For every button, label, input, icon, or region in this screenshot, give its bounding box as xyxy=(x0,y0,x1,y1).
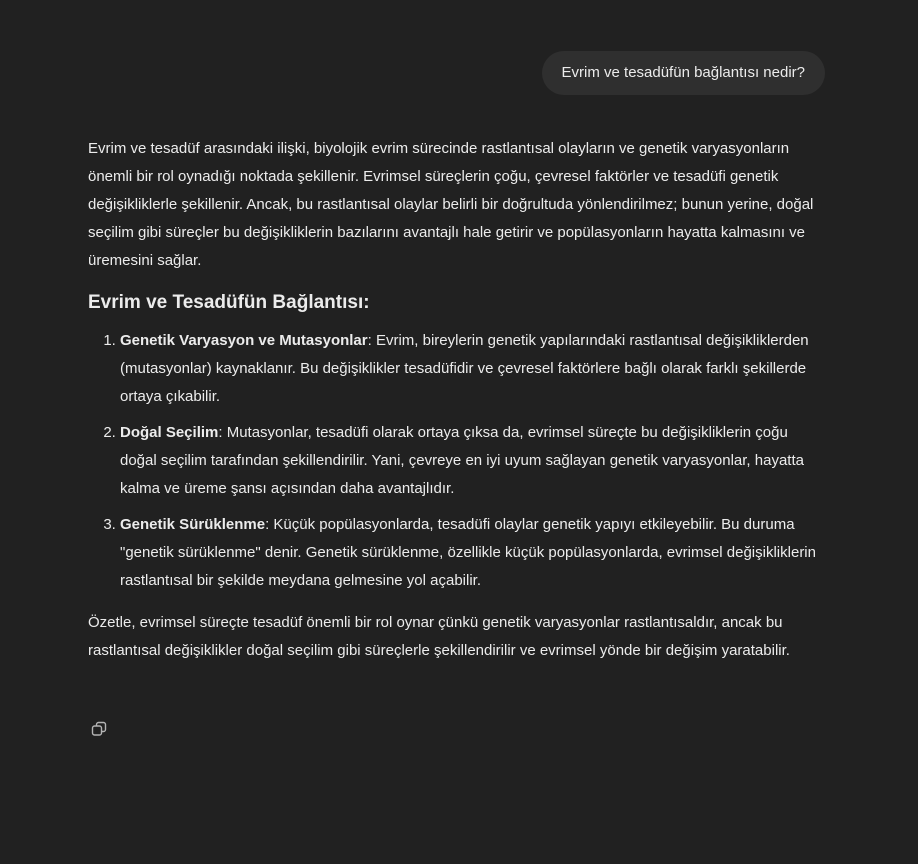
assistant-response xyxy=(88,135,828,679)
list-item xyxy=(120,419,828,503)
user-message-bubble: Evrim ve tesadüfün bağlantısı nedir? xyxy=(542,51,825,95)
item-text: : Evrim, bireylerin genetik yapılarındaki rastlantısal değişikliklerden (mutasyonlar) kaynaklanır. Bu değişiklikler tesadüfidir ve çevresel faktörlere bağlı olarak farklı şekillerde ortaya çıkabilir. xyxy=(120,332,809,405)
copy-icon[interactable] xyxy=(90,720,108,738)
conclusion-paragraph: Özetle, evrimsel süreçte tesadüf önemli bir rol oynar çünkü genetik varyasyonlar rastlantısaldır, ancak bu rastlantısal değişiklikler doğal seçilim gibi süreçlerle şekillendirilir ve evrimsel yönde bir değişim yaratabilir. xyxy=(88,614,790,659)
item-title: Genetik Sürüklenme xyxy=(120,516,266,533)
item-text: : Küçük popülasyonlarda, tesadüfi olaylar genetik yapıyı etkileyebilir. Bu duruma "genetik sürüklenme" denir. Genetik sürüklenme, özellikle küçük popülasyonlarda, evrimsel değişikliklerin rastlantısal bir şekilde meydana gelmesine yol açabilir. xyxy=(120,516,816,589)
list-item xyxy=(120,511,828,595)
section-heading: Evrim ve Tesadüfün Bağlantısı: xyxy=(88,292,370,313)
item-title: Doğal Seçilim xyxy=(120,424,219,441)
item-text: : Mutasyonlar, tesadüfi olarak ortaya çıksa da, evrimsel süreçte bu değişikliklerin çoğu doğal seçilim tarafından şekillendirilir. Yani, çevreye en iyi uyum sağlayan genetik varyasyonlar, hayatta kalma ve üreme şansı açısından daha avantajlıdır. xyxy=(120,424,804,497)
item-title: Genetik Varyasyon ve Mutasyonlar xyxy=(120,332,368,349)
list-item xyxy=(120,327,828,411)
intro-paragraph: Evrim ve tesadüf arasındaki ilişki, biyolojik evrim sürecinde rastlantısal olayların ve genetik varyasyonların önemli bir rol oynadığı noktada şekillenir. Evrimsel süreçlerin çoğu, çevresel faktörler ve tesadüfi genetik değişikliklerle şekillenir. Ancak, bu rastlantısal olaylar belirli bir doğrultuda yönlendirilmez; bunun yerine, doğal seçilim gibi süreçler bu değişikliklerin bazılarını avantajlı hale getirir ve popülasyonların hayatta kalmasını ve üremesini sağlar. xyxy=(88,140,814,269)
points-list xyxy=(88,327,828,595)
